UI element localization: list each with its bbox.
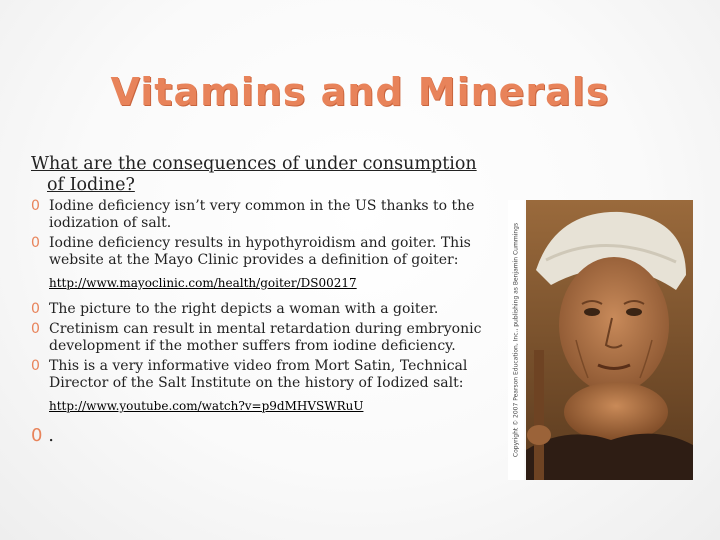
bullet-text: .	[48, 425, 54, 446]
bullet-marker: 0	[31, 425, 43, 446]
bullet-marker: 0	[31, 321, 40, 337]
empty-bullet	[31, 425, 54, 446]
question-line-1: What are the consequences of under consumption	[31, 154, 477, 174]
bullet-marker: 0	[31, 235, 40, 251]
bullet-marker: 0	[31, 358, 40, 374]
bullet-text: Iodine deficiency isn’t very common in the US thanks to the iodization of salt.	[49, 198, 475, 231]
caption-text: Copyright © 2007 Pearson Education, Inc., publishing as Benjamin Cummings	[512, 222, 520, 458]
bullet-text: Cretinism can result in mental retardation during embryonic development if the mother suffers from iodine deficiency.	[49, 321, 482, 354]
bullet-item-1	[31, 198, 501, 232]
bullet-text: The picture to the right depicts a woman with a goiter.	[49, 301, 439, 317]
bullet-item-2	[31, 235, 501, 269]
goiter-photo-figure	[508, 200, 693, 480]
bullet-marker: 0	[31, 198, 40, 214]
bullet-text: This is a very informative video from Mort Satin, Technical Director of the Salt Institute on the history of Iodized salt:	[49, 358, 468, 391]
bullet-item-5	[31, 358, 501, 392]
question-line-2: of Iodine?	[47, 175, 135, 195]
goiter-woman-photo	[526, 200, 693, 480]
youtube-link[interactable]: http://www.youtube.com/watch?v=p9dMHVSWRuU	[49, 399, 364, 413]
bullet-text: Iodine deficiency results in hypothyroidism and goiter. This website at the Mayo Clinic provides a definition of goiter:	[49, 235, 471, 268]
question-heading	[31, 154, 511, 196]
mayo-clinic-link[interactable]: http://www.mayoclinic.com/health/goiter/DS00217	[49, 276, 357, 290]
photo-copyright-caption	[508, 200, 524, 480]
bullet-list	[31, 198, 501, 424]
bullet-item-3	[31, 301, 501, 318]
slide-title: Vitamins and Minerals	[110, 70, 610, 114]
bullet-marker: 0	[31, 301, 40, 317]
bullet-item-4	[31, 321, 501, 355]
